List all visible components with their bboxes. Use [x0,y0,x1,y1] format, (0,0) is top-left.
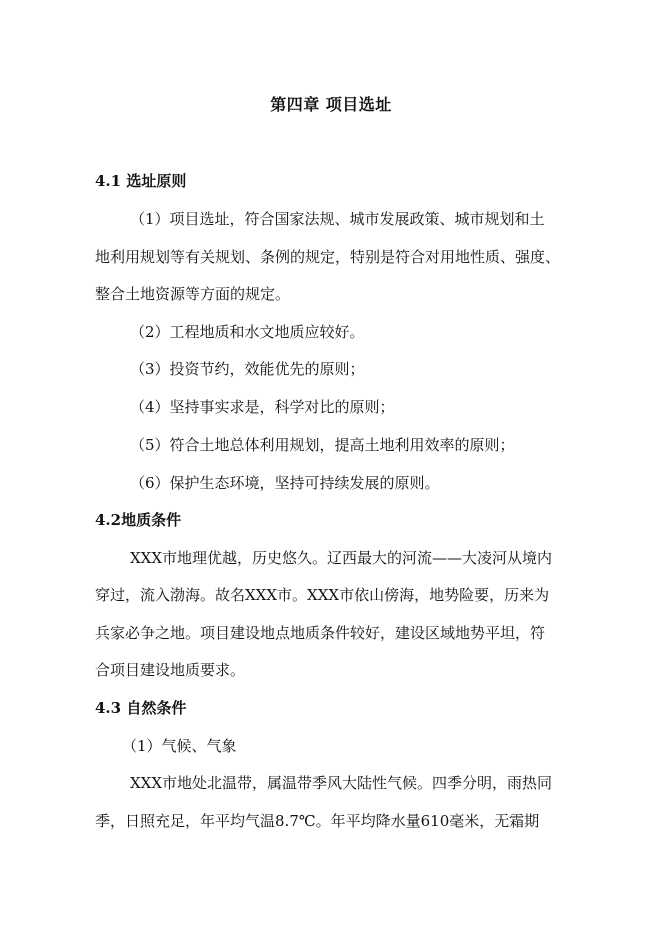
paragraph-line: 整合土地资源等方面的规定。 [95,285,291,303]
section-heading-4-1: 4.1 选址原则 [95,172,187,190]
paragraph-line: 地利用规划等有关规划、条例的规定，特别是符合对用地性质、强度、 [95,248,561,266]
section-heading-4-2: 4.2地质条件 [95,511,182,529]
list-item: （6）保护生态环境，坚持可持续发展的原则。 [130,474,440,492]
paragraph-line: XXX市地理优越，历史悠久。辽西最大的河流——大凌河从境内 [130,549,553,567]
chapter-title: 第四章 项目选址 [270,95,392,114]
list-item: （2）工程地质和水文地质应较好。 [130,323,365,341]
paragraph-line: 穿过，流入渤海。故名XXX市。XXX市依山傍海，地势险要，历来为 [95,586,550,604]
paragraph-line: 兵家必争之地。项目建设地点地质条件较好，建设区域地势平坦，符 [95,624,546,642]
list-item: （3）投资节约，效能优先的原则； [130,360,365,378]
subsection-label: （1）气候、气象 [122,737,237,755]
section-heading-4-3: 4.3 自然条件 [95,699,187,717]
paragraph-line: XXX市地处北温带，属温带季风大陆性气候。四季分明，雨热同 [130,774,553,792]
paragraph-line: （1）项目选址，符合国家法规、城市发展政策、城市规划和土 [130,210,545,228]
paragraph-line: 合项目建设地质要求。 [95,661,246,679]
paragraph-line: 季，日照充足，年平均气温8.7℃。年平均降水量610毫米，无霜期 [95,812,540,830]
list-item: （4）坚持事实求是，科学对比的原则； [130,398,395,416]
list-item: （5）符合土地总体利用规划，提高土地利用效率的原则； [130,436,515,454]
